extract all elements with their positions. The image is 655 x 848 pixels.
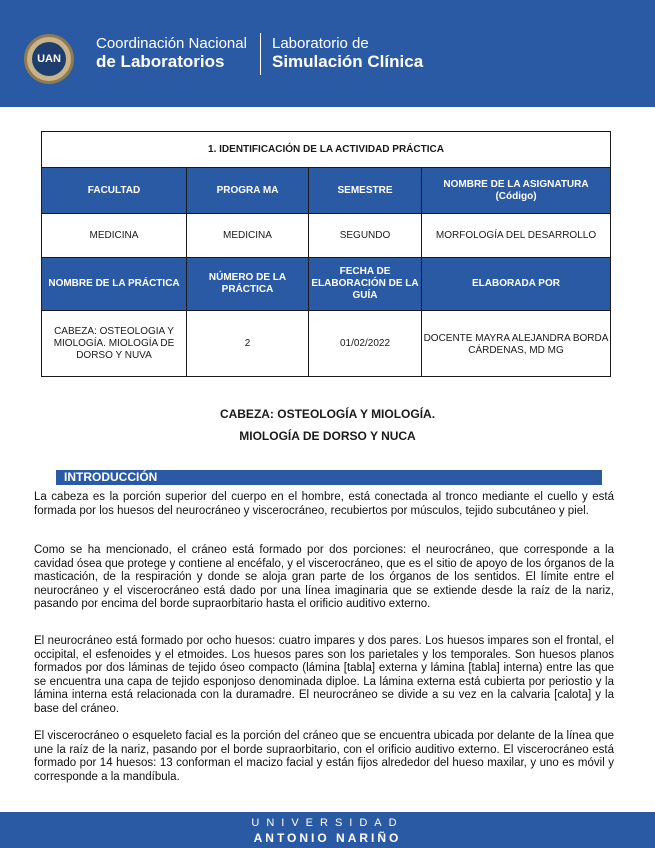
document-title-line1: CABEZA: OSTEOLOGÍA Y MIOLOGÍA. xyxy=(219,407,436,421)
value-facultad: MEDICINA xyxy=(42,214,187,258)
page-header xyxy=(0,0,655,107)
value-elaborada-por: DOCENTE MAYRA ALEJANDRA BORDA CÁRDENAS, MD MG xyxy=(422,311,611,377)
header-fecha-elaboracion: FECHA DE ELABORACIÓN DE LA GUÍA xyxy=(309,258,422,311)
value-fecha: 01/02/2022 xyxy=(309,311,422,377)
paragraph-3: El neurocráneo está formado por ocho huesos: cuatro impares y dos pares. Los huesos impares son el frontal, el occipital, el esfenoides y el etmoides. Los huesos pares son los parietales y los temporales. Son huesos planos formados por dos láminas de tejido óseo compacto (lámina [tabla] externa y lámina [tabla] interna) entre las que se encuentra una capa de tejido esponjoso denominada diploe. La lámina externa está cubierta por periostio y la lámina interna está relacionada con la duramadre. El neurocráneo se divide a su vez en la calvaria [calota] y la base del cráneo. xyxy=(34,635,614,715)
value-numero-practica: 2 xyxy=(187,311,309,377)
paragraph-2: Como se ha mencionado, el cráneo está formado por dos porciones: el neurocráneo, que corresponde a la cavidad ósea que protege y contiene al encéfalo, y el viscerocráneo, que es el sitio de apoyo de los órganos de la masticación, de la respiración y donde se aloja gran parte de los órganos de los sentidos. El límite entre el neurocráneo y el viscerocráneo está dado por una línea imaginaria que se extiende desde la raíz de la nariz, pasando por encima del borde supraorbitario hasta el orificio auditivo externo. xyxy=(34,544,614,611)
section-title: INTRODUCCIÓN xyxy=(64,470,158,484)
header-laboratorios: de Laboratorios xyxy=(96,52,225,71)
header-laboratorio-de: Laboratorio de xyxy=(272,35,369,52)
section-header-introduccion xyxy=(56,470,602,485)
header-simulacion-clinica: Simulación Clínica xyxy=(272,52,424,71)
header-programa: PROGRA MA xyxy=(187,168,309,214)
activity-identification-table xyxy=(41,131,611,377)
header-semestre: SEMESTRE xyxy=(309,168,422,214)
footer-universidad: UNIVERSIDAD xyxy=(251,817,404,829)
page-footer xyxy=(0,812,655,848)
header-elaborada-por: ELABORADA POR xyxy=(422,258,611,311)
footer-antonio-narino: ANTONIO NARIÑO xyxy=(253,831,402,845)
paragraph-4: El viscerocráneo o esqueleto facial es la porción del cráneo que se encuentra ubicada por delante de la línea que une la raíz de la nariz, pasando por el borde supraorbitario, con el orificio auditivo externo. El viscerocráneo está formado por 14 huesos: 13 conforman el macizo facial y están fijos alrededor del hueso maxilar, y uno es móvil y corresponde a la mandíbula. xyxy=(34,730,614,783)
header-nombre-practica: NOMBRE DE LA PRÁCTICA xyxy=(42,258,187,311)
value-programa: MEDICINA xyxy=(187,214,309,258)
header-numero-practica: NÚMERO DE LA PRÁCTICA xyxy=(187,258,309,311)
paragraph-1: La cabeza es la porción superior del cuerpo en el hombre, está conectada al tronco mediante el cuello y está formada por los huesos del neurocráneo y viscerocráneo, recubiertos por músculos, tejido subcutáneo y piel. xyxy=(34,491,614,517)
document-title-line2: MIOLOGÍA DE DORSO Y NUCA xyxy=(239,429,416,443)
header-asignatura-code: (Código) xyxy=(495,190,537,202)
header-asignatura-label: NOMBRE DE LA ASIGNATURA xyxy=(443,178,589,190)
logo-text: UAN xyxy=(32,42,66,76)
header-asignatura xyxy=(422,168,611,214)
value-asignatura: MORFOLOGÍA DEL DESARROLLO xyxy=(422,214,611,258)
header-facultad: FACULTAD xyxy=(42,168,187,214)
university-logo xyxy=(24,34,74,84)
header-divider xyxy=(260,33,261,75)
value-nombre-practica: CABEZA: OSTEOLOGIA Y MIOLOGÍA. MIOLOGÍA DE DORSO Y NUVA xyxy=(42,311,187,377)
header-coordinacion: Coordinación Nacional xyxy=(96,35,247,52)
table-title: 1. IDENTIFICACIÓN DE LA ACTIVIDAD PRÁCTICA xyxy=(42,132,611,168)
value-semestre: SEGUNDO xyxy=(309,214,422,258)
